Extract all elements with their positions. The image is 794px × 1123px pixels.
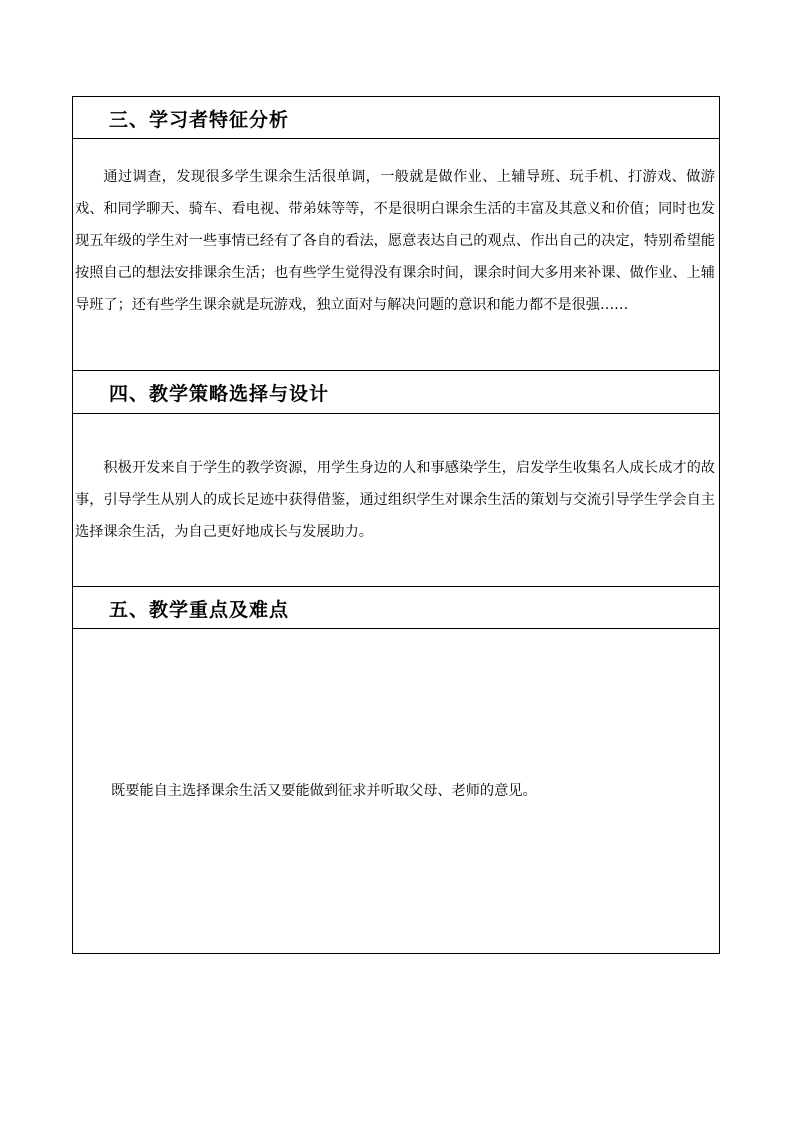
section-heading-row: [73, 97, 719, 139]
key-points-paragraph: 既要能自主选择课余生活又要能做到征求并听取父母、老师的意见。: [111, 783, 537, 799]
section-heading-learner-analysis: 三、学习者特征分析: [109, 109, 290, 131]
section-heading-key-points: 五、教学重点及难点: [109, 599, 290, 621]
learner-analysis-paragraph: 通过调查，发现很多学生课余生活很单调，一般就是做作业、上辅导班、玩手机、打游戏、做游戏、和同学聊天、骑车、看电视、带弟妹等等，不是很明白课余生活的丰富及其意义和价值；同时也发现五年级的学生对一些事情已经有了各自的看法，愿意表达自己的观点、作出自己的决定，特别希望能按照自己的想法安排课余生活；也有些学生觉得没有课余时间，课余时间大多用来补课、做作业、上辅导班了；还有些学生课余就是玩游戏，独立面对与解决问题的意识和能力都不是很强……: [75, 169, 715, 313]
section-heading-row: [73, 371, 719, 414]
teaching-strategy-paragraph: 积极开发来自于学生的教学资源，用学生身边的人和事感染学生，启发学生收集名人成长成才的故事，引导学生从别人的成长足迹中获得借鉴，通过组织学生对课余生活的策划与交流引导学生学会自主选择课余生活，为自己更好地成长与发展助力。: [75, 460, 715, 540]
section-content-row: [73, 414, 719, 587]
document-table: [72, 96, 720, 954]
section-heading-teaching-strategy: 四、教学策略选择与设计: [109, 383, 330, 405]
section-content-row: [73, 139, 719, 371]
section-heading-row: [73, 587, 719, 629]
section-content-row: [73, 629, 719, 953]
